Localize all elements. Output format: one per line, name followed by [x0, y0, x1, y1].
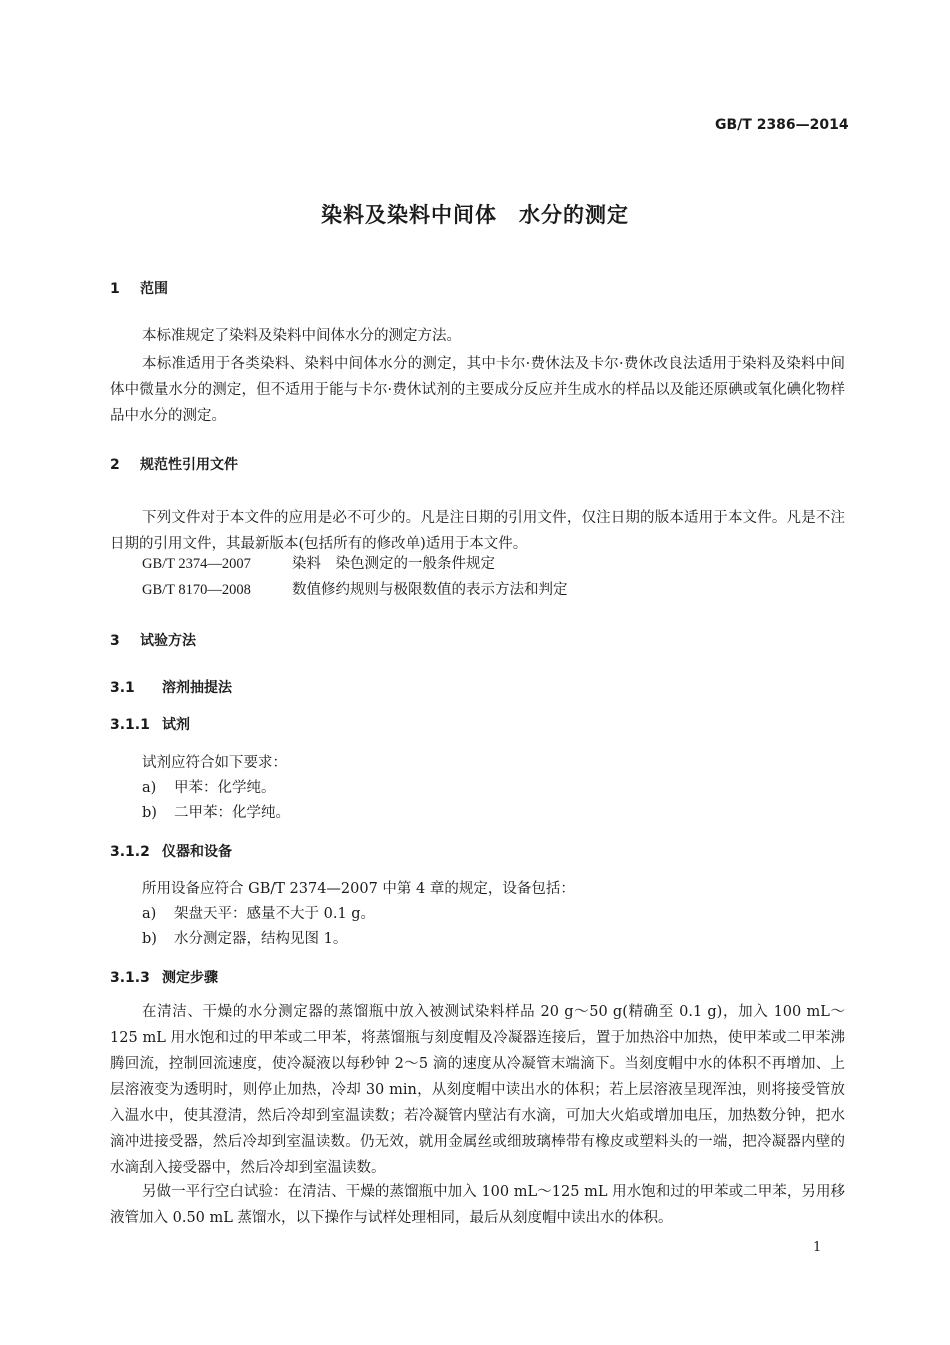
section-2-heading — [110, 454, 238, 474]
equipment-intro: 所用设备应符合 GB/T 2374—2007 中第 4 章的规定，设备包括： — [142, 881, 575, 897]
section-title: 范围 — [140, 281, 168, 297]
section-number: 3.1.1 — [110, 717, 150, 733]
procedure-paragraph-2: 另做一平行空白试验：在清洁、干燥的蒸馏瓶中加入 100 mL～125 mL 用水饱和过的甲苯或二甲苯，另用移液管加入 0.50 mL 蒸馏水，以下操作与试样处理相同，最后从刻度帽中读出水的体积。 — [110, 1184, 845, 1226]
list-text: 水分测定器，结构见图 1。 — [174, 931, 348, 947]
section-title: 试验方法 — [140, 633, 196, 649]
list-marker: b) — [142, 931, 157, 947]
section-2-paragraph-1: 下列文件对于本文件的应用是必不可少的。凡是注日期的引用文件，仅注日期的版本适用于本文件。凡是不注日期的引用文件，其最新版本(包括所有的修改单)适用于本文件。 — [110, 510, 845, 552]
subsection-3-1-2-heading — [110, 841, 232, 861]
document-title: 染料及染料中间体 水分的测定 — [321, 203, 629, 227]
list-item — [142, 776, 276, 801]
list-text: 二甲苯：化学纯。 — [174, 805, 290, 821]
section-number: 1 — [110, 281, 120, 297]
subsection-3-1-1-heading — [110, 714, 190, 734]
reference-title: 数值修约规则与极限数值的表示方法和判定 — [292, 582, 568, 598]
procedure-paragraph-1: 在清洁、干燥的水分测定器的蒸馏瓶中放入被测试染料样品 20 g～50 g(精确至 0.1 g)，加入 100 mL～125 mL 用水饱和过的甲苯或二甲苯，将蒸馏瓶与刻度帽及冷凝器连接后，置于加热浴中加热，使甲苯或二甲苯沸腾回流，控制回流速度，使冷凝液以每秒钟 2～5 滴的速度从冷凝管末端滴下。当刻度帽中水的体积不再增加、上层溶液变为透明时，则停止加热，冷却 30 min，从刻度帽中读出水的体积；若上层溶液呈现浑浊，则将接受管放入温水中，使其澄清，然后冷却到室温读数；若冷凝管内壁沾有水滴，可加大火焰或增加电压，加热数分钟，把水滴冲进接受器，然后冷却到室温读数。仍无效，就用金属丝或细玻璃棒带有橡皮或塑料头的一端，把冷凝器内壁的水滴刮入接受器中，然后冷却到室温读数。 — [110, 1004, 845, 1176]
list-marker: a) — [142, 906, 157, 922]
normative-reference — [142, 578, 568, 603]
section-title: 仪器和设备 — [162, 844, 232, 860]
list-item — [142, 902, 375, 927]
section-title: 试剂 — [162, 717, 190, 733]
normative-reference — [142, 552, 495, 577]
section-1-paragraph-1: 本标准规定了染料及染料中间体水分的测定方法。 — [142, 328, 461, 344]
section-number: 3 — [110, 633, 120, 649]
section-title: 规范性引用文件 — [140, 457, 238, 473]
section-number: 3.1.2 — [110, 844, 150, 860]
section-number: 2 — [110, 457, 120, 473]
subsection-3-1-3-heading — [110, 967, 218, 987]
reference-code: GB/T 8170—2008 — [142, 582, 251, 598]
section-number: 3.1 — [110, 680, 135, 696]
reference-code: GB/T 2374—2007 — [142, 556, 251, 572]
list-text: 甲苯：化学纯。 — [174, 780, 276, 796]
reference-title: 染料 染色测定的一般条件规定 — [292, 556, 495, 572]
reagent-intro: 试剂应符合如下要求： — [142, 755, 287, 771]
subsection-3-1-heading — [110, 677, 232, 697]
list-marker: b) — [142, 805, 157, 821]
section-3-heading — [110, 630, 196, 650]
list-text: 架盘天平：感量不大于 0.1 g。 — [174, 906, 376, 922]
list-item — [142, 927, 347, 952]
list-marker: a) — [142, 780, 157, 796]
list-item — [142, 801, 290, 826]
section-title: 测定步骤 — [162, 970, 218, 986]
page-number: 1 — [813, 1240, 822, 1255]
section-1-heading — [110, 278, 168, 298]
section-1-paragraph-2: 本标准适用于各类染料、染料中间体水分的测定，其中卡尔·费休法及卡尔·费休改良法适用于染料及染料中间体中微量水分的测定，但不适用于能与卡尔·费休试剂的主要成分反应并生成水的样品以及能还原碘或氧化碘化物样品中水分的测定。 — [110, 356, 845, 424]
section-title: 溶剂抽提法 — [162, 680, 232, 696]
section-number: 3.1.3 — [110, 970, 150, 986]
standard-code: GB/T 2386—2014 — [715, 117, 849, 133]
